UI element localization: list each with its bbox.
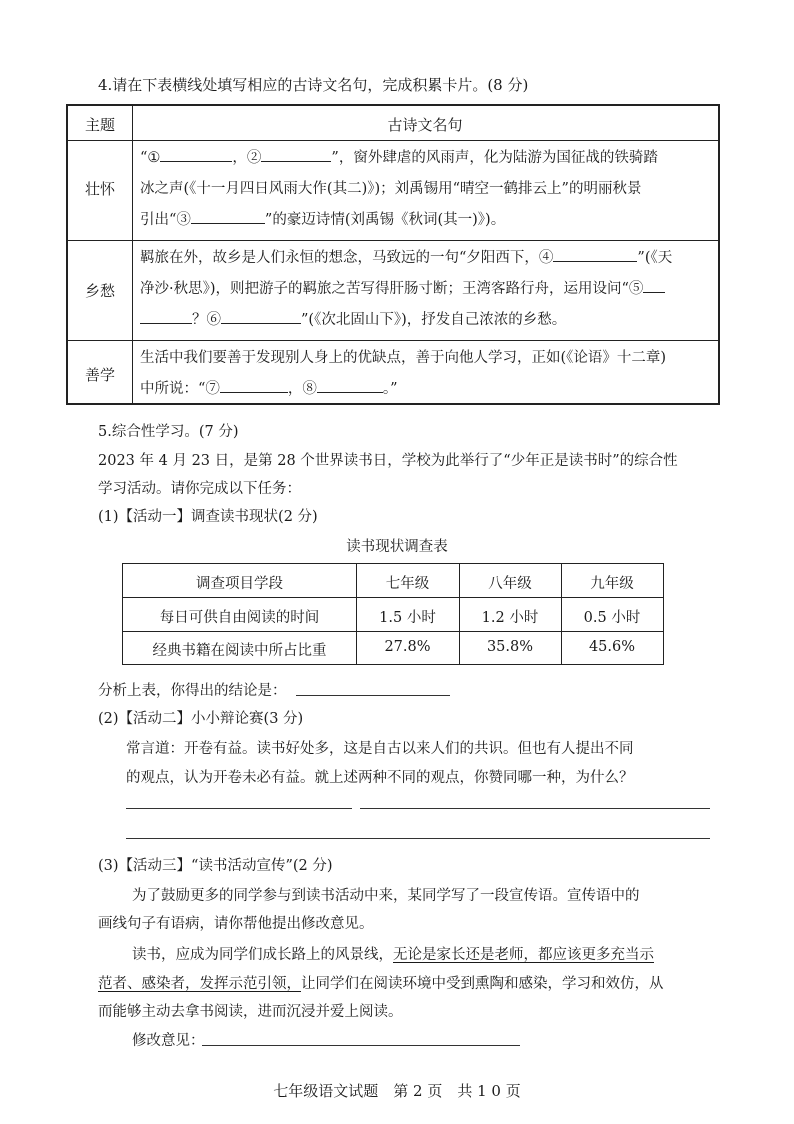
question-4-title: 4.请在下表横线处填写相应的古诗文名句，完成积累卡片。(8 分) (98, 76, 529, 94)
text: ”(《天 (637, 250, 673, 266)
column-header: 九年级 (590, 576, 634, 592)
row-content-xiangchou (140, 243, 714, 336)
debate-text-2: 的观点，认为开卷未必有益。就上述两种不同的观点，你赞同哪一种，为什么？ (126, 770, 634, 786)
header-content: 古诗文名句 (387, 116, 463, 134)
text: “① (140, 150, 161, 166)
debate-answer-line[interactable] (126, 808, 352, 809)
row-content-shanxue (140, 343, 714, 405)
answer-blank-5a[interactable] (643, 277, 665, 293)
poetry-card-table (66, 104, 720, 405)
text: 引出“③ (140, 212, 191, 228)
column-header: 八年级 (488, 576, 532, 592)
survey-table-title: 读书现状调查表 (346, 539, 448, 555)
text: 读书，应成为同学们成长路上的风景线， (132, 947, 393, 963)
text: ，⑧ (287, 381, 317, 397)
activity-1-title: (1)【活动一】调查读书现状(2 分) (98, 509, 318, 525)
page-footer: 七年级语文试题 第 2 页 共 1 0 页 (273, 1082, 521, 1100)
table-cell: 1.5 小时 (379, 610, 436, 626)
intro-line-2: 学习活动。请你完成以下任务： (98, 481, 301, 497)
activity-3-title: (3)【活动三】“读书活动宣传”(2 分) (98, 858, 333, 874)
underlined-sentence: 范者、感染者，发挥示范引领， (98, 976, 301, 992)
text: 羁旅在外，故乡是人们永恒的想念，马致远的一句“夕阳西下，④ (140, 250, 554, 266)
text: ，② (232, 150, 262, 166)
text: 中所说：“⑦ (140, 381, 220, 397)
table-cell: 1.2 小时 (481, 610, 539, 626)
intro-line-1: 2023 年 4 月 23 日，是第 28 个世界读书日，学校为此举行了“少年正是读书时”的综合性 (98, 453, 678, 469)
row-content-zhuanghuai (140, 143, 714, 236)
conclusion-prompt: 分析上表，你得出的结论是： (98, 683, 287, 699)
table-cell: 0.5 小时 (583, 610, 641, 626)
table-divider (68, 340, 718, 341)
table-divider (123, 597, 663, 598)
row-theme-xiangchou: 乡愁 (84, 282, 115, 300)
answer-blank-8[interactable] (317, 377, 383, 393)
column-header: 七年级 (385, 576, 430, 592)
text: 让同学们在阅读环境中受到熏陶和感染，学习和效仿，从 (301, 976, 664, 992)
answer-blank-2[interactable] (261, 146, 331, 162)
debate-text-1: 常言道：开卷有益。读书好处多，这是自古以来人们的共识。但也有人提出不同 (126, 741, 634, 757)
header-theme: 主题 (84, 116, 115, 134)
table-cell: 经典书籍在阅读中所占比重 (152, 643, 327, 659)
answer-blank-4[interactable] (553, 246, 637, 262)
text: ”，窗外肆虐的风雨声，化为陆游为国征战的铁骑踏 (331, 150, 658, 166)
answer-blank-7[interactable] (220, 377, 288, 393)
text: ？⑥ (192, 312, 221, 328)
text: 。” (382, 381, 398, 397)
promo-intro-2: 画线句子有语病，请你帮他提出修改意见。 (98, 916, 374, 932)
row-theme-shanxue: 善学 (84, 366, 115, 384)
answer-blank-5b[interactable] (140, 308, 192, 324)
table-cell: 27.8% (384, 639, 431, 655)
row-theme-zhuanghuai: 壮怀 (84, 180, 115, 198)
survey-table (122, 563, 664, 665)
table-divider (68, 140, 718, 141)
question-5-title: 5.综合性学习。(7 分) (98, 424, 239, 440)
table-cell: 每日可供自由阅读的时间 (159, 610, 320, 626)
table-divider (123, 631, 663, 632)
conclusion-answer-line[interactable] (296, 695, 450, 696)
debate-answer-line[interactable] (126, 838, 710, 839)
debate-answer-line[interactable] (360, 808, 710, 809)
promo-line-2 (98, 972, 664, 993)
text: ”的豪迈诗情(刘禹锡《秋词(其一)》)。 (264, 212, 506, 228)
table-divider (132, 106, 133, 403)
underlined-sentence: 无论是家长还是老师，都应该更多充当示 (393, 947, 654, 963)
answer-blank-6[interactable] (221, 308, 301, 324)
promo-intro-1: 为了鼓励更多的同学参与到读书活动中来，某同学写了一段宣传语。宣传语中的 (132, 888, 640, 904)
text: 净沙·秋思》)，则把游子的羁旅之苦写得肝肠寸断；王湾客路行舟，运用设问“⑤ (140, 281, 644, 297)
text: 生活中我们要善于发现别人身上的优缺点，善于向他人学习，正如(《论语》十二章) (140, 350, 667, 366)
promo-line-1 (132, 943, 654, 964)
column-header: 调查项目学段 (196, 576, 283, 592)
revision-prompt: 修改意见： (132, 1033, 205, 1049)
answer-blank-1[interactable] (160, 146, 232, 162)
table-cell: 45.6% (588, 639, 636, 655)
table-divider (68, 240, 718, 241)
activity-2-title: (2)【活动二】小小辩论赛(3 分) (98, 711, 304, 727)
promo-line-3: 而能够主动去拿书阅读，进而沉浸并爱上阅读。 (98, 1004, 403, 1020)
table-cell: 35.8% (486, 639, 534, 655)
revision-answer-line[interactable] (202, 1045, 520, 1046)
text: 冰之声(《十一月四日风雨大作(其二)》)；刘禹锡用“晴空一鹤排云上”的明丽秋景 (140, 181, 642, 197)
answer-blank-3[interactable] (191, 208, 265, 224)
text: ”(《次北固山下》)，抒发自己浓浓的乡愁。 (301, 312, 567, 328)
